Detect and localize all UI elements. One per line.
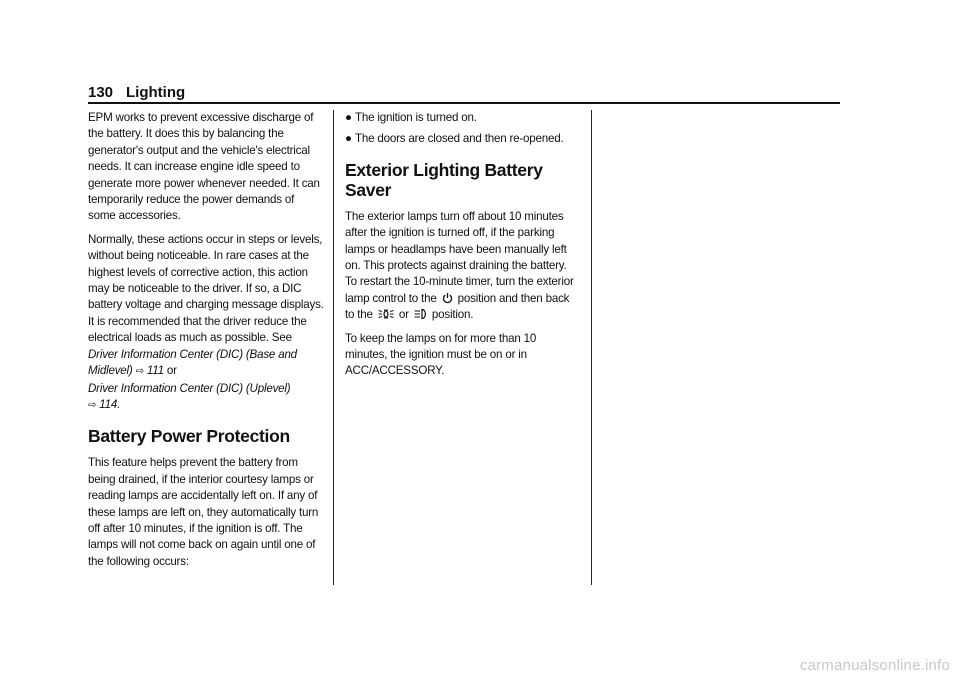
bullet-text: The ignition is turned on. bbox=[355, 111, 477, 124]
position-end-text: position. bbox=[431, 308, 474, 322]
headlamp-icon bbox=[414, 308, 427, 320]
column-divider bbox=[333, 110, 334, 585]
column-left bbox=[88, 110, 324, 577]
position-text: position and then back to the bbox=[345, 291, 570, 322]
list-item bbox=[345, 110, 581, 126]
column-right bbox=[345, 110, 581, 387]
epm-paragraph: EPM works to prevent excessive discharge of the battery. It does this by balancing the generator's output and the vehicle's electrical needs. It can increase engine idle speed to generate more power whenever needed. It can temporarily reduce the power demands of some accessories. bbox=[88, 111, 320, 223]
bullet-text: The doors are closed and then re-opened. bbox=[355, 132, 564, 146]
dic-base-link[interactable]: Driver Information Center (DIC) (Base and Midlevel) bbox=[88, 347, 297, 378]
page-ref-arrow-icon: ⇨ bbox=[88, 399, 97, 411]
list-item bbox=[345, 131, 581, 147]
parking-lamp-icon bbox=[378, 308, 394, 320]
corrective-action-paragraph: Normally, these actions occur in steps or levels, without being noticeable. In rare cases at the highest levels of corrective action, this action may be noticeable to the driver. If so, a DIC battery voltage and charging message displays. It is recommended that the driver reduce the electrical loads as much as possible. See Driver Information Center (DIC) (Base and Midlevel) ⇨ 111 or Driver Information Center (DIC) (Uplevel) ⇨ 114. bbox=[88, 232, 324, 411]
page-number: 130 bbox=[88, 84, 114, 101]
battery-saver-text: The exterior lamps turn off about 10 minutes after the ignition is turned off, if the parking lamps or headlamps have been manually left on. This protects against draining the battery. To restart the 10-minute timer, turn the exterior lamp control to the bbox=[345, 209, 574, 305]
keep-lamps-paragraph: To keep the lamps on for more than 10 minutes, the ignition must be on or in ACC/ACCESSORY. bbox=[345, 331, 537, 378]
or-text: or bbox=[398, 308, 409, 322]
dic-uplevel-link[interactable]: Driver Information Center (DIC) (Uplevel) bbox=[88, 381, 291, 395]
battery-saver-heading: Exterior Lighting Battery Saver bbox=[345, 159, 543, 200]
bullet-icon: ● bbox=[345, 132, 352, 146]
battery-saver-paragraph bbox=[345, 209, 581, 324]
watermark: carmanualsonline.info bbox=[799, 657, 950, 674]
dic-base-page[interactable]: 111 bbox=[146, 364, 164, 378]
bullet-icon: ● bbox=[345, 111, 352, 124]
or-text: or bbox=[166, 364, 177, 378]
section-title: Lighting bbox=[126, 84, 186, 101]
column-divider bbox=[591, 110, 592, 585]
battery-power-protection-heading: Battery Power Protection bbox=[88, 426, 290, 447]
power-icon bbox=[442, 292, 453, 304]
page-ref-arrow-icon: ⇨ bbox=[135, 366, 144, 378]
page-header bbox=[88, 84, 840, 104]
header-rule bbox=[88, 102, 840, 104]
corrective-action-text: Normally, these actions occur in steps or levels, without being noticeable. In rare cases at the highest levels of corrective action, this action may be noticeable to the driver. If so, a DIC battery voltage and charging message displays. It is recommended that the driver reduce the electrical loads as much as possible. See bbox=[88, 232, 324, 345]
dic-uplevel-page[interactable]: 114 bbox=[99, 397, 118, 411]
battery-protection-paragraph: This feature helps prevent the battery from being drained, if the interior courtesy lamps or reading lamps are accidentally left on. If any of these lamps are left on, they automatically turn off after 10 minutes, if the ignition is off. The lamps will not come back on again until one of the following occurs: bbox=[88, 456, 319, 568]
